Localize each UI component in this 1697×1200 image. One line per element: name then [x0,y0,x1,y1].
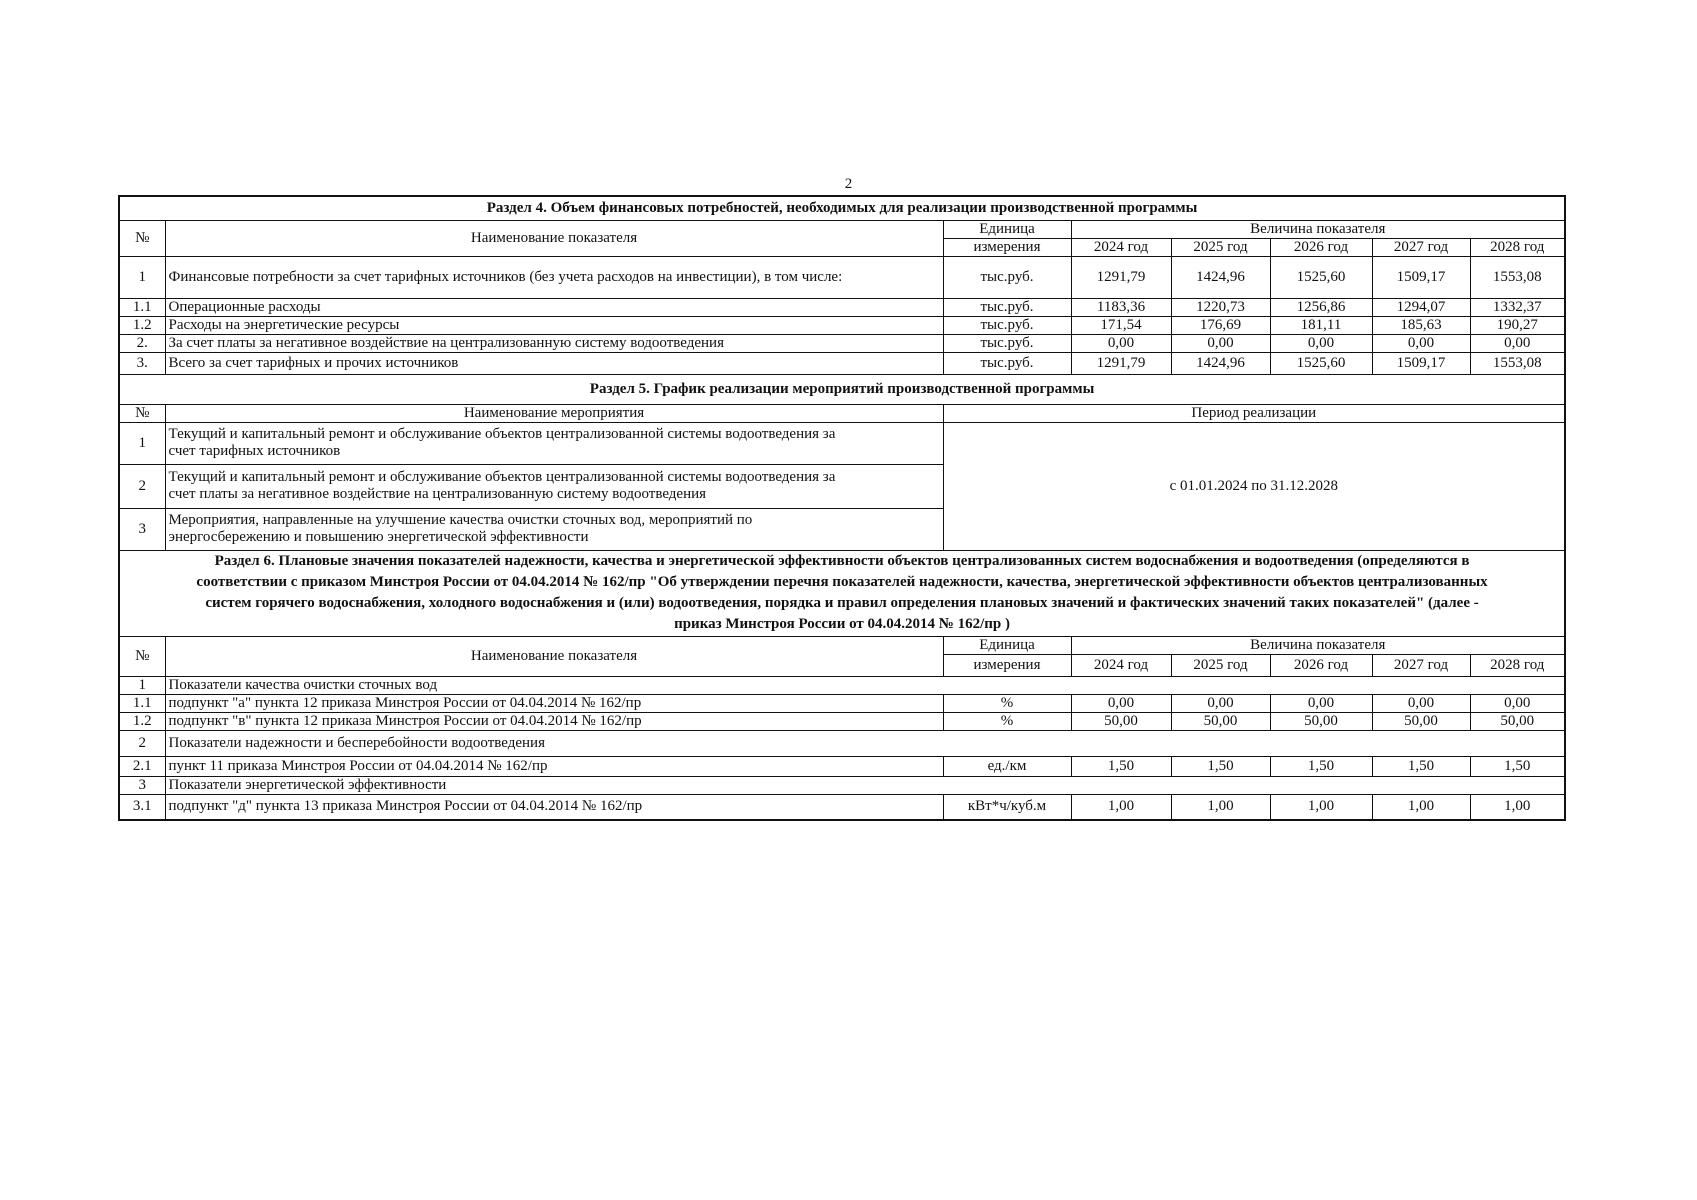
row-unit: % [943,712,1071,730]
row-name-line: Мероприятия, направленные на улучшение качества очистки сточных вод, мероприятий по [168,512,753,528]
row-value: 0,00 [1372,694,1470,712]
row-value: 1509,17 [1372,352,1470,374]
row-value: 1220,73 [1171,298,1270,316]
row-unit: тыс.руб. [943,256,1071,298]
group-num: 3 [119,776,165,794]
table-row [119,334,1565,352]
row-unit: тыс.руб. [943,298,1071,316]
s6-header-year: 2028 год [1470,654,1565,676]
section6-title [119,550,1565,636]
s4-header-year: 2028 год [1470,238,1565,256]
row-value: 1553,08 [1470,256,1565,298]
row-name-line: счет платы за негативное воздействие на централизованную систему водоотведения [168,486,707,502]
row-name: Операционные расходы [165,298,943,316]
row-value: 190,27 [1470,316,1565,334]
row-unit: тыс.руб. [943,316,1071,334]
table-row [119,756,1565,776]
row-name: Всего за счет тарифных и прочих источников [165,352,943,374]
row-value: 0,00 [1470,694,1565,712]
group-name: Показатели энергетической эффективности [165,776,1565,794]
table-row [119,316,1565,334]
s4-header-name: Наименование показателя [165,220,943,256]
s6-header-unit2: измерения [943,654,1071,676]
s5-period: с 01.01.2024 по 31.12.2028 [943,422,1565,550]
row-unit: кВт*ч/куб.м [943,794,1071,820]
row-value: 1332,37 [1470,298,1565,316]
row-value: 1553,08 [1470,352,1565,374]
row-value: 0,00 [1171,694,1270,712]
group-num: 2 [119,730,165,756]
row-value: 171,54 [1071,316,1171,334]
row-value: 0,00 [1171,334,1270,352]
row-name: подпункт "а" пункта 12 приказа Минстроя России от 04.04.2014 № 162/пр [165,694,943,712]
row-num: 1.1 [119,298,165,316]
row-num: 3 [119,508,165,550]
row-name-line: счет тарифных источников [168,443,341,459]
table-row [119,794,1565,820]
row-value: 0,00 [1470,334,1565,352]
s6-header-year: 2027 год [1372,654,1470,676]
row-name [165,464,943,508]
s5-header-period: Период реализации [943,404,1565,422]
row-value: 50,00 [1171,712,1270,730]
row-value: 1291,79 [1071,256,1171,298]
row-value: 1,00 [1470,794,1565,820]
row-name-line: Текущий и капитальный ремонт и обслуживание объектов централизованной системы водоотведения за [168,426,836,442]
row-value: 1,50 [1470,756,1565,776]
row-value: 1525,60 [1270,256,1372,298]
row-num: 2. [119,334,165,352]
section4-title: Раздел 4. Объем финансовых потребностей, необходимых для реализации производственной программы [119,196,1565,220]
row-name-line: Текущий и капитальный ремонт и обслуживание объектов централизованной системы водоотведения за [168,469,836,485]
s4-header-year: 2027 год [1372,238,1470,256]
s6-header-value: Величина показателя [1071,636,1565,654]
row-value: 1525,60 [1270,352,1372,374]
group-name: Показатели надежности и бесперебойности водоотведения [165,730,1565,756]
row-value: 1509,17 [1372,256,1470,298]
row-name: пункт 11 приказа Минстроя России от 04.04.2014 № 162/пр [165,756,943,776]
s4-header-year: 2024 год [1071,238,1171,256]
row-name: подпункт "в" пункта 12 приказа Минстроя России от 04.04.2014 № 162/пр [165,712,943,730]
row-value: 1424,96 [1171,352,1270,374]
row-name [165,508,943,550]
row-value: 1424,96 [1171,256,1270,298]
row-value: 1,50 [1372,756,1470,776]
row-value: 0,00 [1071,694,1171,712]
row-num: 1.2 [119,316,165,334]
row-value: 0,00 [1270,694,1372,712]
row-num: 3. [119,352,165,374]
s6-header-year: 2025 год [1171,654,1270,676]
table-row [119,676,1565,694]
row-value: 0,00 [1270,334,1372,352]
group-num: 1 [119,676,165,694]
table-row [119,712,1565,730]
row-value: 50,00 [1470,712,1565,730]
s6-header-year: 2026 год [1270,654,1372,676]
row-value: 1,50 [1171,756,1270,776]
section6-title-line: систем горячего водоснабжения, холодного водоснабжения и (или) водоотведения, порядка и правил определения плановых значений и фактических значений таких показателей" (далее - [205,595,1479,611]
table-row [119,730,1565,756]
production-program-table [118,195,1566,821]
s4-header-year: 2025 год [1171,238,1270,256]
row-unit: ед./км [943,756,1071,776]
table-row [119,298,1565,316]
row-name-line: энергосбережению и повышению энергетической эффективности [168,529,589,545]
table-row [119,422,1565,464]
row-value: 1291,79 [1071,352,1171,374]
s6-header-unit1: Единица [943,636,1071,654]
s4-header-unit1: Единица [943,220,1071,238]
s4-header-year: 2026 год [1270,238,1372,256]
row-name: Расходы на энергетические ресурсы [165,316,943,334]
table-row [119,256,1565,298]
row-value: 50,00 [1372,712,1470,730]
row-value: 0,00 [1372,334,1470,352]
row-value: 181,11 [1270,316,1372,334]
row-name: подпункт "д" пункта 13 приказа Минстроя России от 04.04.2014 № 162/пр [165,794,943,820]
row-num: 1.2 [119,712,165,730]
s4-header-value: Величина показателя [1071,220,1565,238]
section6-title-line: соответствии с приказом Минстроя России от 04.04.2014 № 162/пр "Об утверждении перечня показателей надежности, качества, энергетической эффективности объектов централизованных [196,574,1488,590]
row-value: 1,00 [1372,794,1470,820]
row-value: 1294,07 [1372,298,1470,316]
section5-title: Раздел 5. График реализации мероприятий производственной программы [119,374,1565,404]
s6-header-year: 2024 год [1071,654,1171,676]
table-row [119,694,1565,712]
row-value: 176,69 [1171,316,1270,334]
row-unit: тыс.руб. [943,334,1071,352]
group-name: Показатели качества очистки сточных вод [165,676,1565,694]
row-value: 50,00 [1270,712,1372,730]
row-value: 1,50 [1270,756,1372,776]
table-row [119,352,1565,374]
row-num: 2.1 [119,756,165,776]
row-unit: % [943,694,1071,712]
row-num: 1 [119,256,165,298]
s6-header-name: Наименование показателя [165,636,943,676]
row-name [165,422,943,464]
row-name: За счет платы за негативное воздействие на централизованную систему водоотведения [165,334,943,352]
s4-header-num: № [119,220,165,256]
row-value: 0,00 [1071,334,1171,352]
s5-header-name: Наименование мероприятия [165,404,943,422]
row-value: 1,00 [1071,794,1171,820]
row-name: Финансовые потребности за счет тарифных источников (без учета расходов на инвестиции), в том числе: [165,256,943,298]
section6-title-line: приказ Минстроя России от 04.04.2014 № 162/пр ) [674,616,1010,632]
row-value: 50,00 [1071,712,1171,730]
row-num: 1.1 [119,694,165,712]
section6-title-line: Раздел 6. Плановые значения показателей надежности, качества и энергетической эффективности объектов централизованных систем водоснабжения и водоотведения (определяются в [214,553,1470,569]
s4-header-unit2: измерения [943,238,1071,256]
row-num: 2 [119,464,165,508]
row-value: 1,00 [1270,794,1372,820]
row-unit: тыс.руб. [943,352,1071,374]
table-row [119,776,1565,794]
row-value: 1,50 [1071,756,1171,776]
row-num: 3.1 [119,794,165,820]
row-value: 1256,86 [1270,298,1372,316]
page-number: 2 [844,176,853,192]
s5-header-num: № [119,404,165,422]
row-num: 1 [119,422,165,464]
row-value: 1,00 [1171,794,1270,820]
row-value: 1183,36 [1071,298,1171,316]
row-value: 185,63 [1372,316,1470,334]
s6-header-num: № [119,636,165,676]
